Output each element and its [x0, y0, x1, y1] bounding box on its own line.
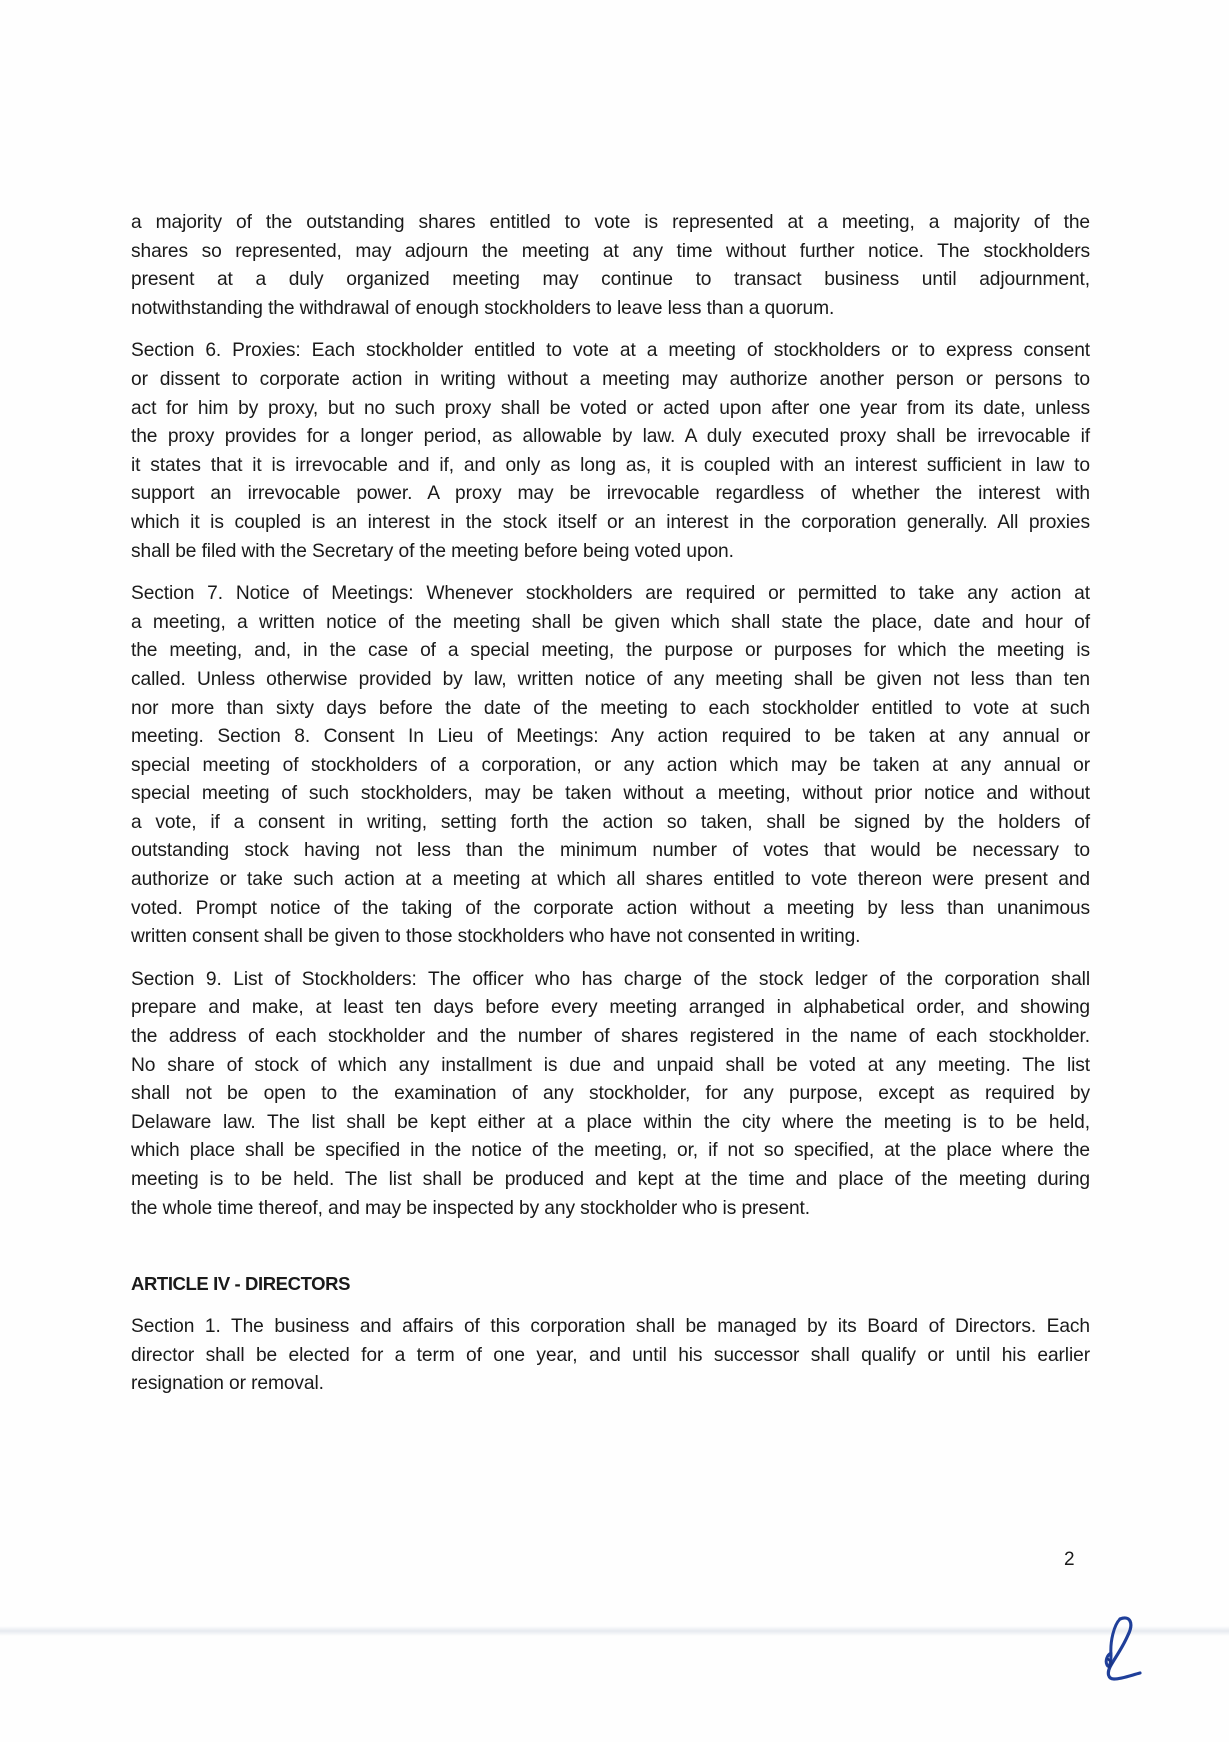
text-line: special meeting of such stockholders, may be taken without a meeting, without prior notice and without [131, 783, 1090, 805]
text-line: called. Unless otherwise provided by law, written notice of any meeting shall be given not less than ten [131, 668, 1090, 690]
text-line: act for him by proxy, but no such proxy shall be voted or acted upon after one year from its date, unless [131, 397, 1090, 419]
text-line: which place shall be specified in the notice of the meeting, or, if not so specified, at the place where the [131, 1140, 1090, 1162]
text-line: director shall be elected for a term of one year, and until his successor shall qualify or until his earlier [131, 1344, 1090, 1366]
text-line: Section 1. The business and affairs of this corporation shall be managed by its Board of Directors. Each [131, 1316, 1090, 1338]
article-iv-heading: ARTICLE IV - DIRECTORS [131, 1273, 351, 1295]
text-line: voted. Prompt notice of the taking of the corporate action without a meeting by less than unanimous [131, 897, 1090, 919]
text-line: prepare and make, at least ten days before every meeting arranged in alphabetical order, and showing [131, 997, 1090, 1019]
text-line: shares so represented, may adjourn the meeting at any time without further notice. The stockholders [131, 240, 1090, 262]
page-number: 2 [1064, 1549, 1075, 1570]
text-line: authorize or take such action at a meeting at which all shares entitled to vote thereon were present and [131, 869, 1090, 891]
paragraph-article-iv-section-1 [131, 1313, 1090, 1399]
text-line: support an irrevocable power. A proxy may be irrevocable regardless of whether the interest with [131, 483, 1090, 505]
paragraph-section-7-8-notice-consent [131, 580, 1090, 952]
text-line: shall not be open to the examination of any stockholder, for any purpose, except as required by [131, 1083, 1090, 1105]
text-line: nor more than sixty days before the date of the meeting to each stockholder entitled to vote at such [131, 697, 1090, 719]
text-line: shall be filed with the Secretary of the meeting before being voted upon. [131, 540, 734, 562]
paragraph-section-6-proxies [131, 337, 1090, 566]
text-line: meeting. Section 8. Consent In Lieu of Meetings: Any action required to be taken at any annual or [131, 726, 1090, 748]
text-line: meeting is to be held. The list shall be produced and kept at the time and place of the meeting during [131, 1169, 1090, 1190]
text-line: a vote, if a consent in writing, setting forth the action so taken, shall be signed by the holders of [131, 811, 1090, 833]
text-line: Section 7. Notice of Meetings: Whenever stockholders are required or permitted to take any action at [131, 583, 1090, 605]
text-line: Section 9. List of Stockholders: The officer who has charge of the stock ledger of the corporation shall [131, 968, 1090, 990]
paragraph-quorum-continuation [131, 209, 1090, 323]
text-line: notwithstanding the withdrawal of enough stockholders to leave less than a quorum. [131, 297, 835, 319]
text-line: which it is coupled is an interest in the stock itself or an interest in the corporation generally. All proxies [131, 511, 1090, 533]
text-line: resignation or removal. [131, 1373, 324, 1395]
text-line: a meeting, a written notice of the meeting shall be given which shall state the place, date and hour of [131, 611, 1090, 633]
text-line: it states that it is irrevocable and if, and only as long as, it is coupled with an interest sufficient in law to [131, 454, 1090, 476]
text-line: written consent shall be given to those stockholders who have not consented in writing. [131, 926, 861, 948]
text-line: the address of each stockholder and the number of shares registered in the name of each stockholder. [131, 1026, 1090, 1048]
document-body [131, 209, 1090, 1413]
text-line: No share of stock of which any installment is due and unpaid shall be voted at any meeting. The list [131, 1054, 1090, 1076]
text-line: a majority of the outstanding shares entitled to vote is represented at a meeting, a majority of the [131, 212, 1090, 233]
text-line: Section 6. Proxies: Each stockholder entitled to vote at a meeting of stockholders or to express consent [131, 340, 1090, 362]
text-line: outstanding stock having not less than the minimum number of votes that would be necessary to [131, 840, 1090, 862]
text-line: Delaware law. The list shall be kept either at a place within the city where the meeting is to be held, [131, 1111, 1090, 1133]
text-line: special meeting of stockholders of a corporation, or any action which may be taken at any annual or [131, 754, 1090, 776]
text-line: or dissent to corporate action in writing without a meeting may authorize another person or persons to [131, 368, 1090, 390]
paragraph-section-9-list-of-stockholders [131, 966, 1090, 1223]
text-line: present at a duly organized meeting may continue to transact business until adjournment, [131, 269, 1090, 291]
text-line: the proxy provides for a longer period, as allowable by law. A duly executed proxy shall be irrevocable if [131, 426, 1090, 448]
scan-artifact-band [0, 1626, 1229, 1636]
handwritten-initials-icon [1090, 1615, 1150, 1685]
text-line: the whole time thereof, and may be inspected by any stockholder who is present. [131, 1197, 810, 1219]
text-line: the meeting, and, in the case of a special meeting, the purpose or purposes for which the meeting is [131, 640, 1090, 662]
